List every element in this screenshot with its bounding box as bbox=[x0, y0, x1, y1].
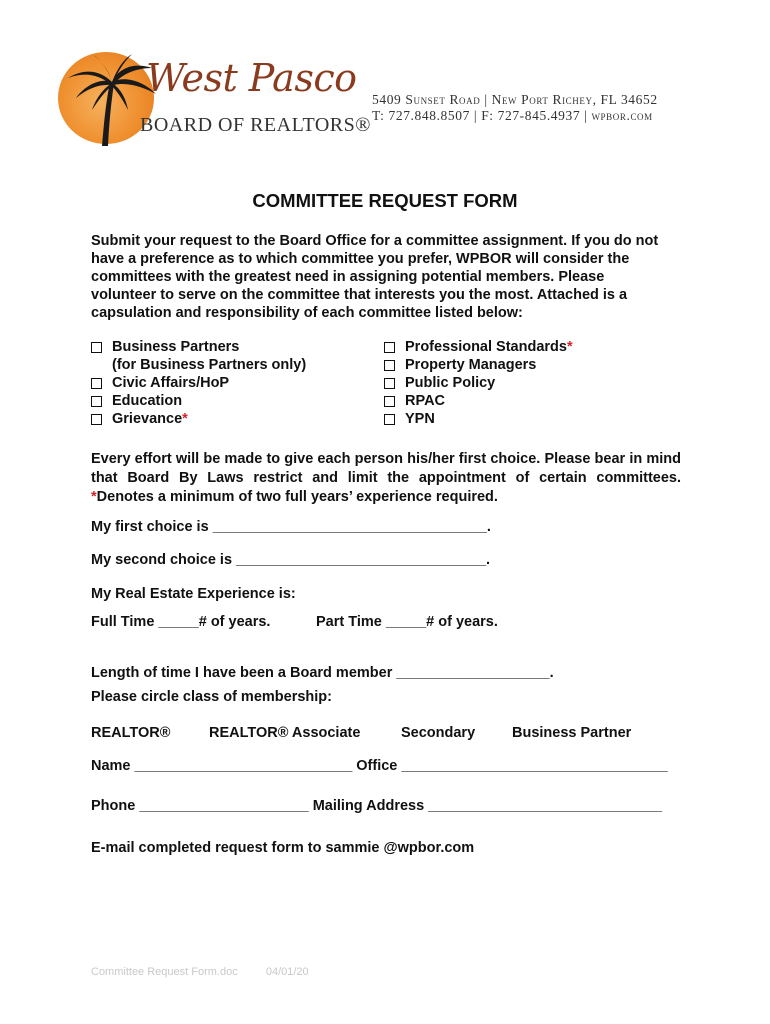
footer-date: 04/01/20 bbox=[265, 966, 309, 978]
committee-label: Public Policy bbox=[405, 375, 496, 391]
part-time-years-field[interactable]: Part Time _____# of years. bbox=[316, 614, 498, 630]
contact-line: T: 727.848.8507 | F: 727-845.4937 | wpbor.com bbox=[372, 108, 653, 123]
checkbox[interactable] bbox=[91, 342, 102, 353]
intro-paragraph: Submit your request to the Board Office for a committee assignment. If you do not have a preference as to which committee you prefer, WPBOR will consider the committees with the greatest need in assigning potential members. Please volunteer to serve on the committee that interests you the most. Attached is a capsulation and responsibility of each committee listed below: bbox=[91, 233, 659, 321]
checkbox[interactable] bbox=[384, 414, 395, 425]
email-instruction: E-mail completed request form to sammie @wpbor.com bbox=[91, 840, 475, 856]
committee-label: Civic Affairs/HoP bbox=[112, 375, 230, 391]
membership-class-realtor[interactable]: REALTOR® bbox=[91, 725, 171, 741]
committee-option[interactable] bbox=[384, 338, 573, 356]
second-choice-field[interactable]: My second choice is _______________________________. bbox=[91, 552, 491, 568]
committee-option[interactable] bbox=[384, 374, 573, 392]
committee-option[interactable] bbox=[91, 392, 306, 410]
asterisk-note: * bbox=[91, 489, 97, 505]
logo-wordmark: West Pasco bbox=[146, 56, 357, 100]
board-member-length-field[interactable]: Length of time I have been a Board member ___________________. bbox=[91, 665, 554, 681]
first-choice-field[interactable]: My first choice is __________________________________. bbox=[91, 519, 491, 535]
membership-class-business-partner[interactable]: Business Partner bbox=[512, 725, 632, 741]
experience-heading: My Real Estate Experience is: bbox=[91, 586, 296, 602]
address-line: 5409 Sunset Road | New Port Richey, FL 34652 bbox=[372, 92, 658, 107]
membership-class-instruction: Please circle class of membership: bbox=[91, 689, 332, 705]
checkbox[interactable] bbox=[384, 342, 395, 353]
checkbox[interactable] bbox=[384, 360, 395, 371]
committee-option[interactable] bbox=[91, 338, 306, 356]
membership-class-secondary[interactable]: Secondary bbox=[401, 725, 476, 741]
committee-label: Property Managers bbox=[405, 357, 537, 373]
committee-sublabel bbox=[91, 356, 306, 374]
committee-label: YPN bbox=[405, 411, 435, 427]
membership-class-realtor-associate[interactable]: REALTOR® Associate bbox=[209, 725, 361, 741]
document-footer bbox=[91, 966, 309, 978]
logo bbox=[58, 52, 371, 144]
committee-label: Education bbox=[112, 393, 183, 409]
phone-address-fields[interactable]: Phone _____________________ Mailing Address _____________________________ bbox=[91, 798, 663, 814]
asterisk-note: * bbox=[182, 411, 188, 427]
experience-note: Denotes a minimum of two full years’ experience required. bbox=[96, 489, 498, 505]
committee-label: Business Partners bbox=[112, 339, 240, 355]
committee-option[interactable] bbox=[91, 410, 306, 428]
committee-note: (for Business Partners only) bbox=[112, 357, 307, 373]
committee-list-right bbox=[384, 338, 573, 428]
committee-label: RPAC bbox=[405, 393, 446, 409]
committee-label: Grievance bbox=[112, 411, 183, 427]
logo-subtitle: BOARD OF REALTORS® bbox=[140, 114, 371, 136]
checkbox[interactable] bbox=[91, 378, 102, 389]
checkbox[interactable] bbox=[91, 396, 102, 407]
committee-label: Professional Standards bbox=[405, 339, 567, 355]
checkbox[interactable] bbox=[91, 414, 102, 425]
footer-filename: Committee Request Form.doc bbox=[91, 966, 238, 978]
policy-text: Every effort will be made to give each person his/her first choice. Please bear in mind that Board By Laws restrict and limit the appointment of certain committees. bbox=[91, 451, 681, 486]
committee-list-left bbox=[91, 338, 306, 428]
name-office-fields[interactable]: Name ___________________________ Office _________________________________ bbox=[91, 758, 668, 774]
committee-option[interactable] bbox=[91, 374, 306, 392]
full-time-years-field[interactable]: Full Time _____# of years. bbox=[91, 614, 271, 630]
committee-option[interactable] bbox=[384, 356, 573, 374]
asterisk-note: * bbox=[566, 339, 573, 355]
committee-option[interactable] bbox=[384, 410, 573, 428]
page-title: COMMITTEE REQUEST FORM bbox=[252, 190, 518, 211]
policy-paragraph bbox=[91, 450, 681, 507]
checkbox[interactable] bbox=[384, 378, 395, 389]
committee-option[interactable] bbox=[384, 392, 573, 410]
checkbox[interactable] bbox=[384, 396, 395, 407]
